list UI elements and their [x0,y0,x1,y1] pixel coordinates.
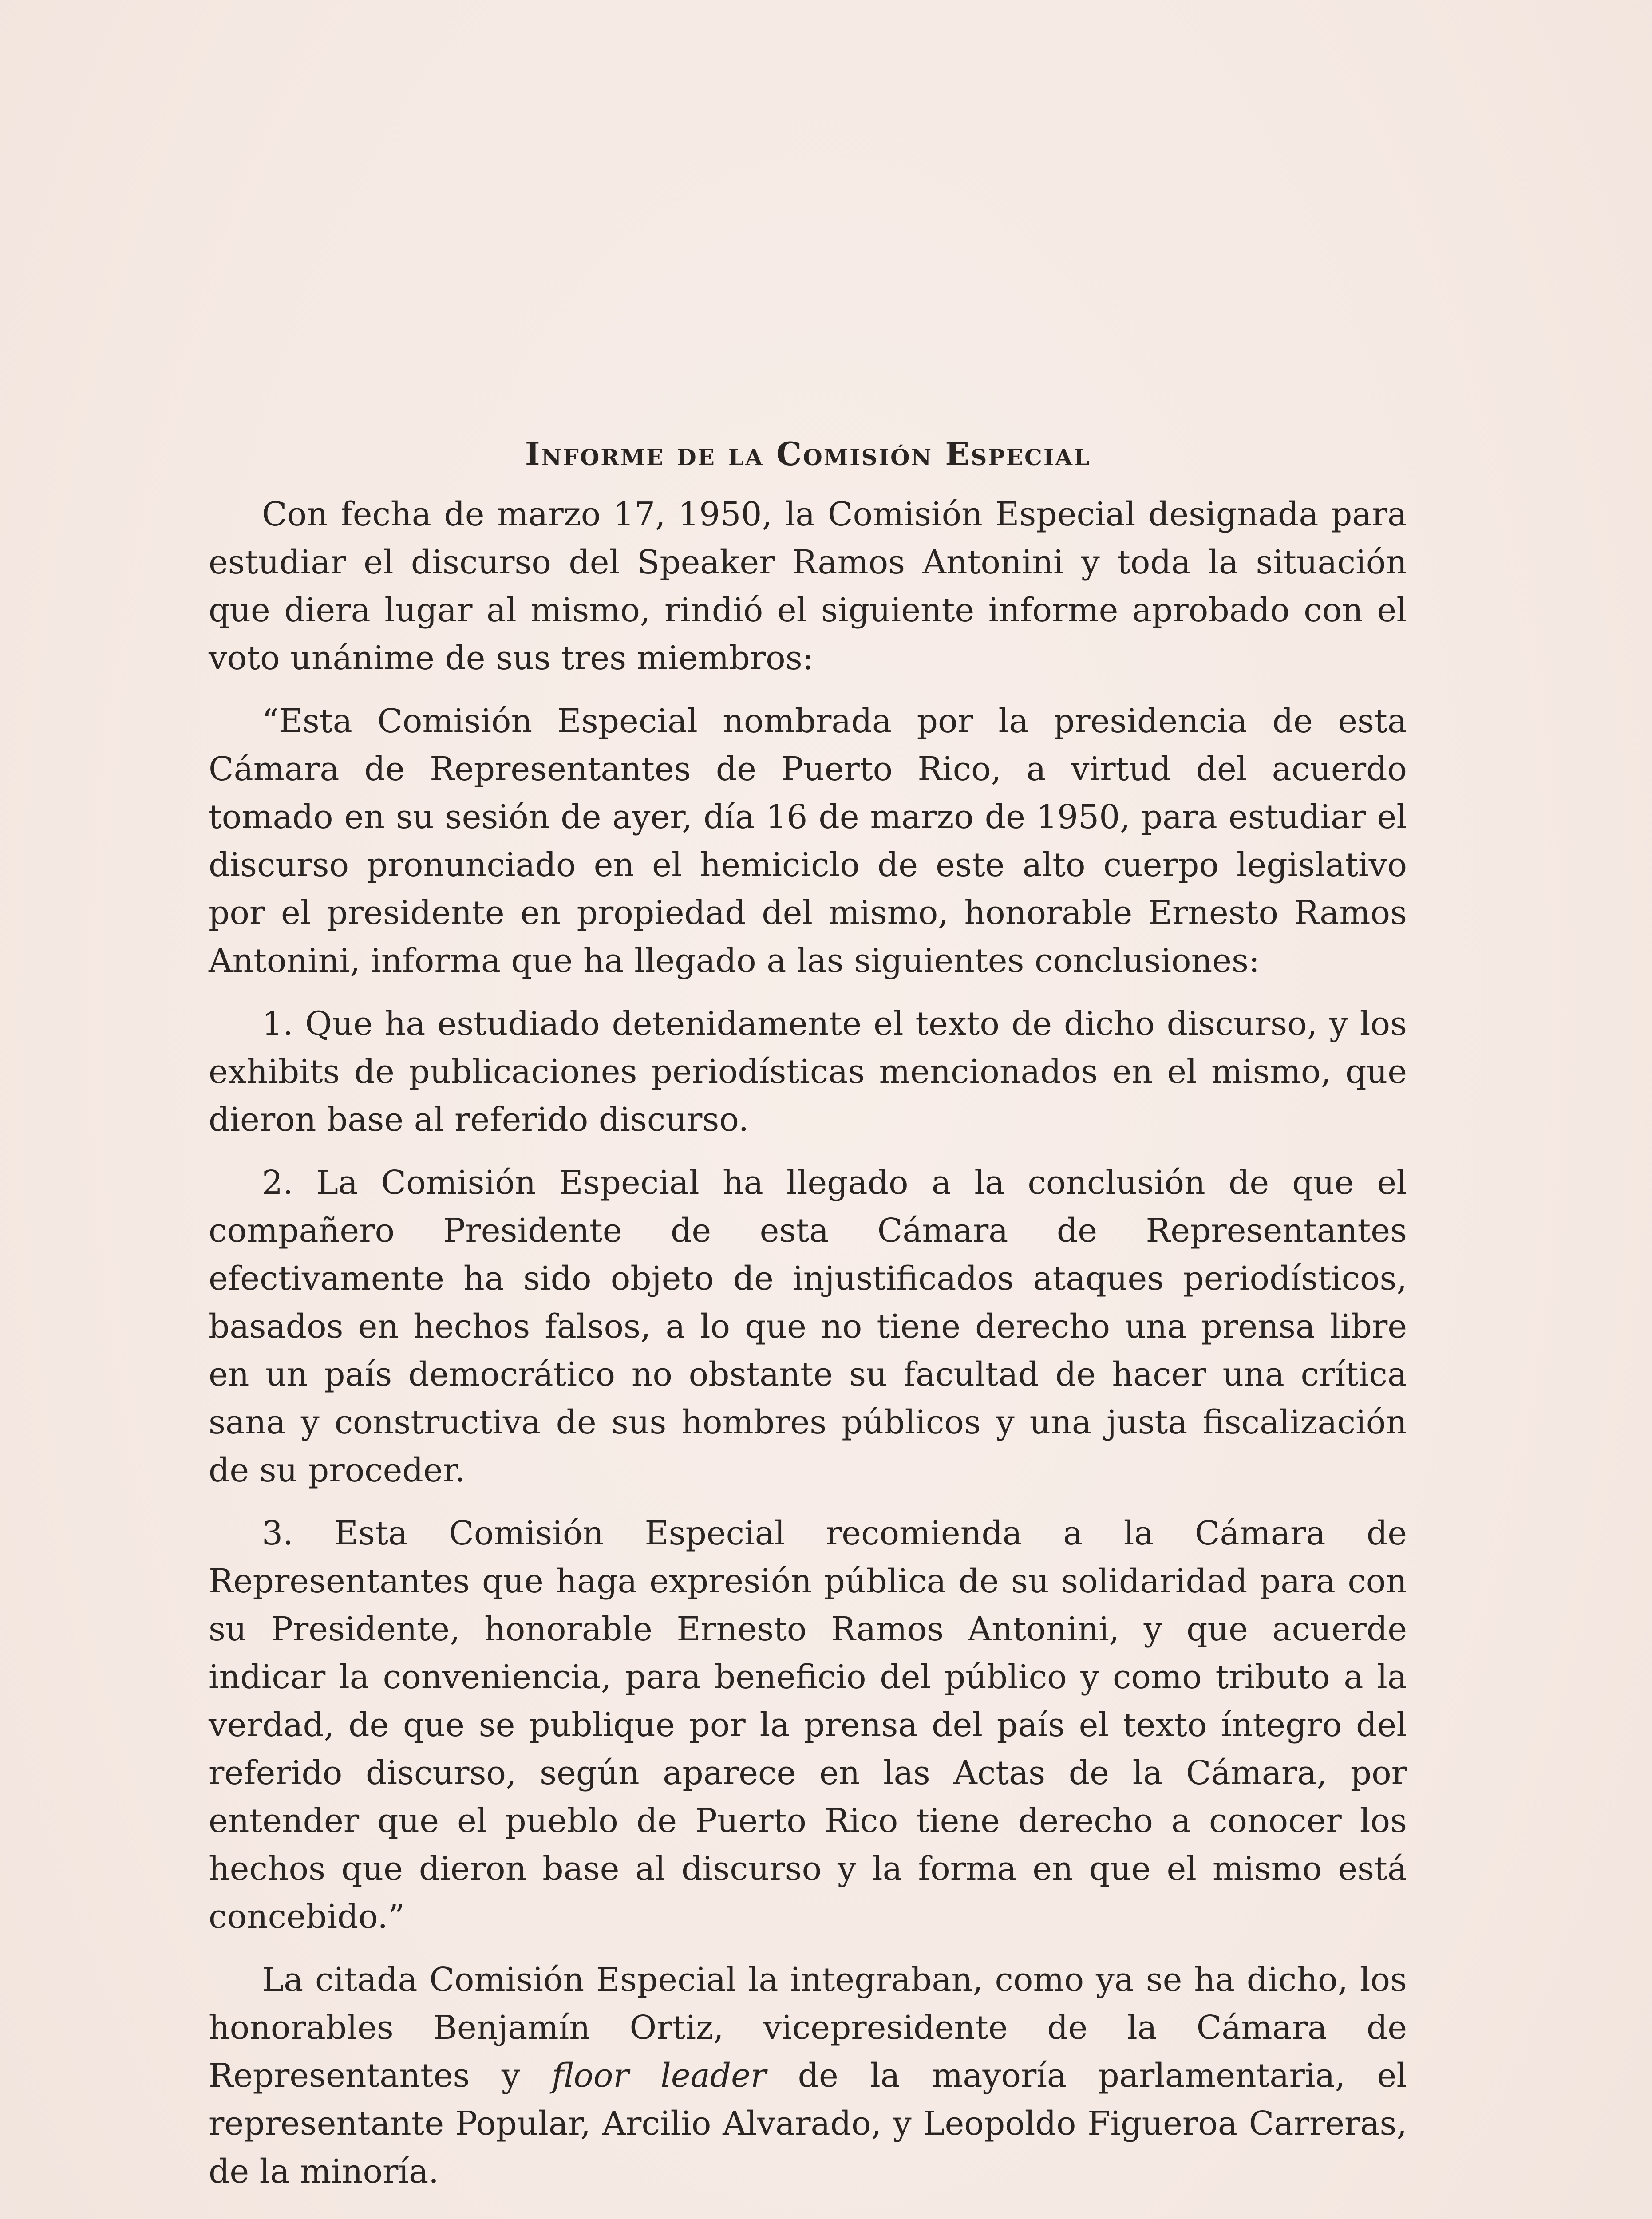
closing-italic-term: floor leader [551,2057,767,2095]
conclusion-2-paragraph: 2. La Comisión Especial ha llegado a la conclusión de que el compañero Presidente de esta Cámara de Representantes efectivamente ha sido objeto de injustificados ataques periodísticos, basados en hechos falsos, a lo que no tiene derecho una prensa libre en un país democrático no obstante su facultad de hacer una crítica sana y constructiva de sus hombres públicos y una justa fiscalización de su proceder. [209,1164,1407,1489]
closing-paragraph [209,1956,1407,2195]
conclusion-3-paragraph: 3. Esta Comisión Especial recomienda a la Cámara de Representantes que haga expresión pública de su solidaridad para con su Presidente, honorable Ernesto Ramos Antonini, y que acuerde indicar la conveniencia, para beneficio del público y como tributo a la verdad, de que se publique por la prensa del país el texto íntegro del referido discurso, según aparece en las Actas de la Cámara, por entender que el pueblo de Puerto Rico tiene derecho a conocer los hechos que dieron base al discurso y la forma en que el mismo está concebido.” [209,1514,1407,1936]
intro-paragraph: Con fecha de marzo 17, 1950, la Comisión Especial designada para estudiar el discurso del Speaker Ramos Antonini y toda la situación que diera lugar al mismo, rindió el siguiente informe aprobado con el voto unánime de sus tres miembros: [209,495,1407,677]
quoted-report-paragraph: “Esta Comisión Especial nombrada por la presidencia de esta Cámara de Representantes de Puerto Rico, a virtud del acuerdo tomado en su sesión de ayer, día 16 de marzo de 1950, para estudiar el discurso pronunciado en el hemiciclo de este alto cuerpo legislativo por el presidente en propiedad del mismo, honorable Ernesto Ramos Antonini, informa que ha llegado a las siguientes conclusiones: [209,702,1407,980]
conclusion-1-paragraph: 1. Que ha estudiado detenidamente el texto de dicho discurso, y los exhibits de publicaciones periodísticas mencionados en el mismo, que dieron base al referido discurso. [209,1005,1407,1139]
section-heading: Informe de la Comisión Especial [525,435,1091,473]
closing-text-start: La citada Comisión Especial la integraban, como ya se ha dicho, los honorables Benjamín Ortiz, vicepresidente de la Cámara de Representantes y [209,1961,1407,2095]
closing-text-end: de la mayoría parlamentaria, el representante Popular, Arcilio Alvarado, y Leopoldo Figueroa Carreras, de la minoría. [209,2057,1407,2191]
body-text [209,435,1407,2211]
